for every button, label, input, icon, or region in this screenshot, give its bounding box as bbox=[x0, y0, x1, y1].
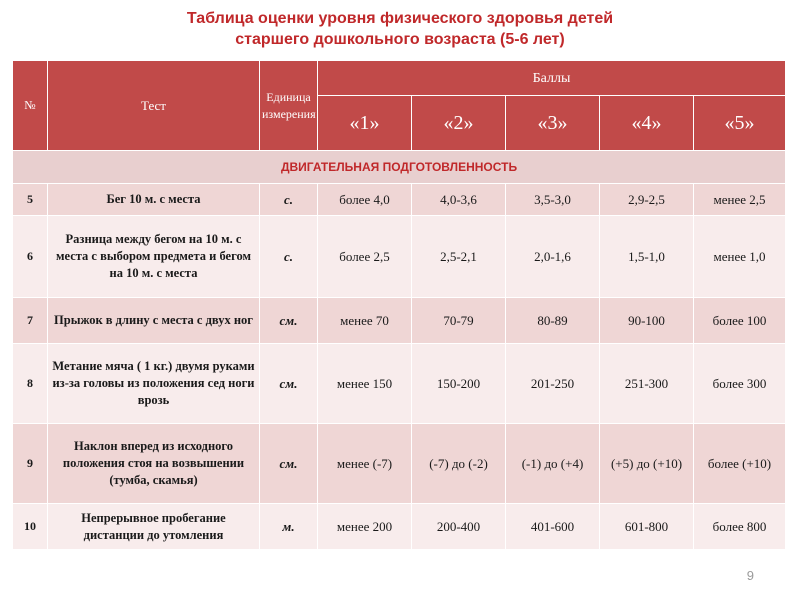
row-test: Непрерывное пробегание дистанции до утомления bbox=[48, 504, 260, 550]
section-title: ДВИГАТЕЛЬНАЯ ПОДГОТОВЛЕННОСТЬ bbox=[13, 151, 786, 184]
row-score-3: 2,0-1,6 bbox=[506, 216, 600, 298]
header-score-2: «2» bbox=[412, 96, 506, 151]
header-score-1: «1» bbox=[318, 96, 412, 151]
row-score-5: менее 1,0 bbox=[694, 216, 786, 298]
row-score-4: 601-800 bbox=[600, 504, 694, 550]
table-row bbox=[13, 504, 786, 550]
header-score-5: «5» bbox=[694, 96, 786, 151]
row-unit: см. bbox=[260, 344, 318, 424]
row-number: 5 bbox=[13, 184, 48, 216]
row-score-5: более 100 bbox=[694, 298, 786, 344]
title-line-1: Таблица оценки уровня физического здоровья детей bbox=[186, 10, 614, 27]
page-number: 9 bbox=[746, 568, 754, 583]
row-score-4: 2,9-2,5 bbox=[600, 184, 694, 216]
row-score-4: 90-100 bbox=[600, 298, 694, 344]
row-score-1: менее 150 bbox=[318, 344, 412, 424]
row-test: Прыжок в длину с места с двух ног bbox=[48, 298, 260, 344]
row-score-1: менее 70 bbox=[318, 298, 412, 344]
row-test: Наклон вперед из исходного положения стоя на возвышении (тумба, скамья) bbox=[48, 424, 260, 504]
row-score-5: более 800 bbox=[694, 504, 786, 550]
header-points: Баллы bbox=[318, 61, 786, 96]
row-score-2: 2,5-2,1 bbox=[412, 216, 506, 298]
header-score-3: «3» bbox=[506, 96, 600, 151]
row-unit: с. bbox=[260, 184, 318, 216]
row-number: 6 bbox=[13, 216, 48, 298]
row-score-1: менее (-7) bbox=[318, 424, 412, 504]
row-score-1: более 4,0 bbox=[318, 184, 412, 216]
row-score-3: 401-600 bbox=[506, 504, 600, 550]
row-score-4: 251-300 bbox=[600, 344, 694, 424]
row-score-5: более (+10) bbox=[694, 424, 786, 504]
row-test: Метание мяча ( 1 кг.) двумя руками из-за головы из положения сед ноги врозь bbox=[48, 344, 260, 424]
row-score-2: 200-400 bbox=[412, 504, 506, 550]
row-score-5: менее 2,5 bbox=[694, 184, 786, 216]
row-score-3: 3,5-3,0 bbox=[506, 184, 600, 216]
row-unit: см. bbox=[260, 424, 318, 504]
row-number: 9 bbox=[13, 424, 48, 504]
row-score-2: 4,0-3,6 bbox=[412, 184, 506, 216]
table-row bbox=[13, 424, 786, 504]
row-score-2: 150-200 bbox=[412, 344, 506, 424]
row-score-3: (-1) до (+4) bbox=[506, 424, 600, 504]
row-test: Бег 10 м. с места bbox=[48, 184, 260, 216]
row-test: Разница между бегом на 10 м. с места с выбором предмета и бегом на 10 м. с места bbox=[48, 216, 260, 298]
row-unit: с. bbox=[260, 216, 318, 298]
row-unit: см. bbox=[260, 298, 318, 344]
slide-title bbox=[0, 8, 800, 50]
row-number: 7 bbox=[13, 298, 48, 344]
header-score-4: «4» bbox=[600, 96, 694, 151]
row-number: 8 bbox=[13, 344, 48, 424]
row-score-1: менее 200 bbox=[318, 504, 412, 550]
section-row bbox=[13, 151, 786, 184]
row-score-5: более 300 bbox=[694, 344, 786, 424]
row-score-3: 201-250 bbox=[506, 344, 600, 424]
table-row bbox=[13, 216, 786, 298]
table-row bbox=[13, 184, 786, 216]
row-score-2: (-7) до (-2) bbox=[412, 424, 506, 504]
header-number: № bbox=[13, 61, 48, 151]
assessment-table bbox=[12, 60, 786, 550]
row-score-4: 1,5-1,0 bbox=[600, 216, 694, 298]
title-line-2: старшего дошкольного возраста (5-6 лет) bbox=[235, 31, 565, 48]
row-score-2: 70-79 bbox=[412, 298, 506, 344]
table-row bbox=[13, 298, 786, 344]
row-score-4: (+5) до (+10) bbox=[600, 424, 694, 504]
row-score-1: более 2,5 bbox=[318, 216, 412, 298]
table-row bbox=[13, 344, 786, 424]
header-test: Тест bbox=[48, 61, 260, 151]
row-number: 10 bbox=[13, 504, 48, 550]
row-unit: м. bbox=[260, 504, 318, 550]
row-score-3: 80-89 bbox=[506, 298, 600, 344]
header-unit: Единица измерения bbox=[260, 61, 318, 151]
